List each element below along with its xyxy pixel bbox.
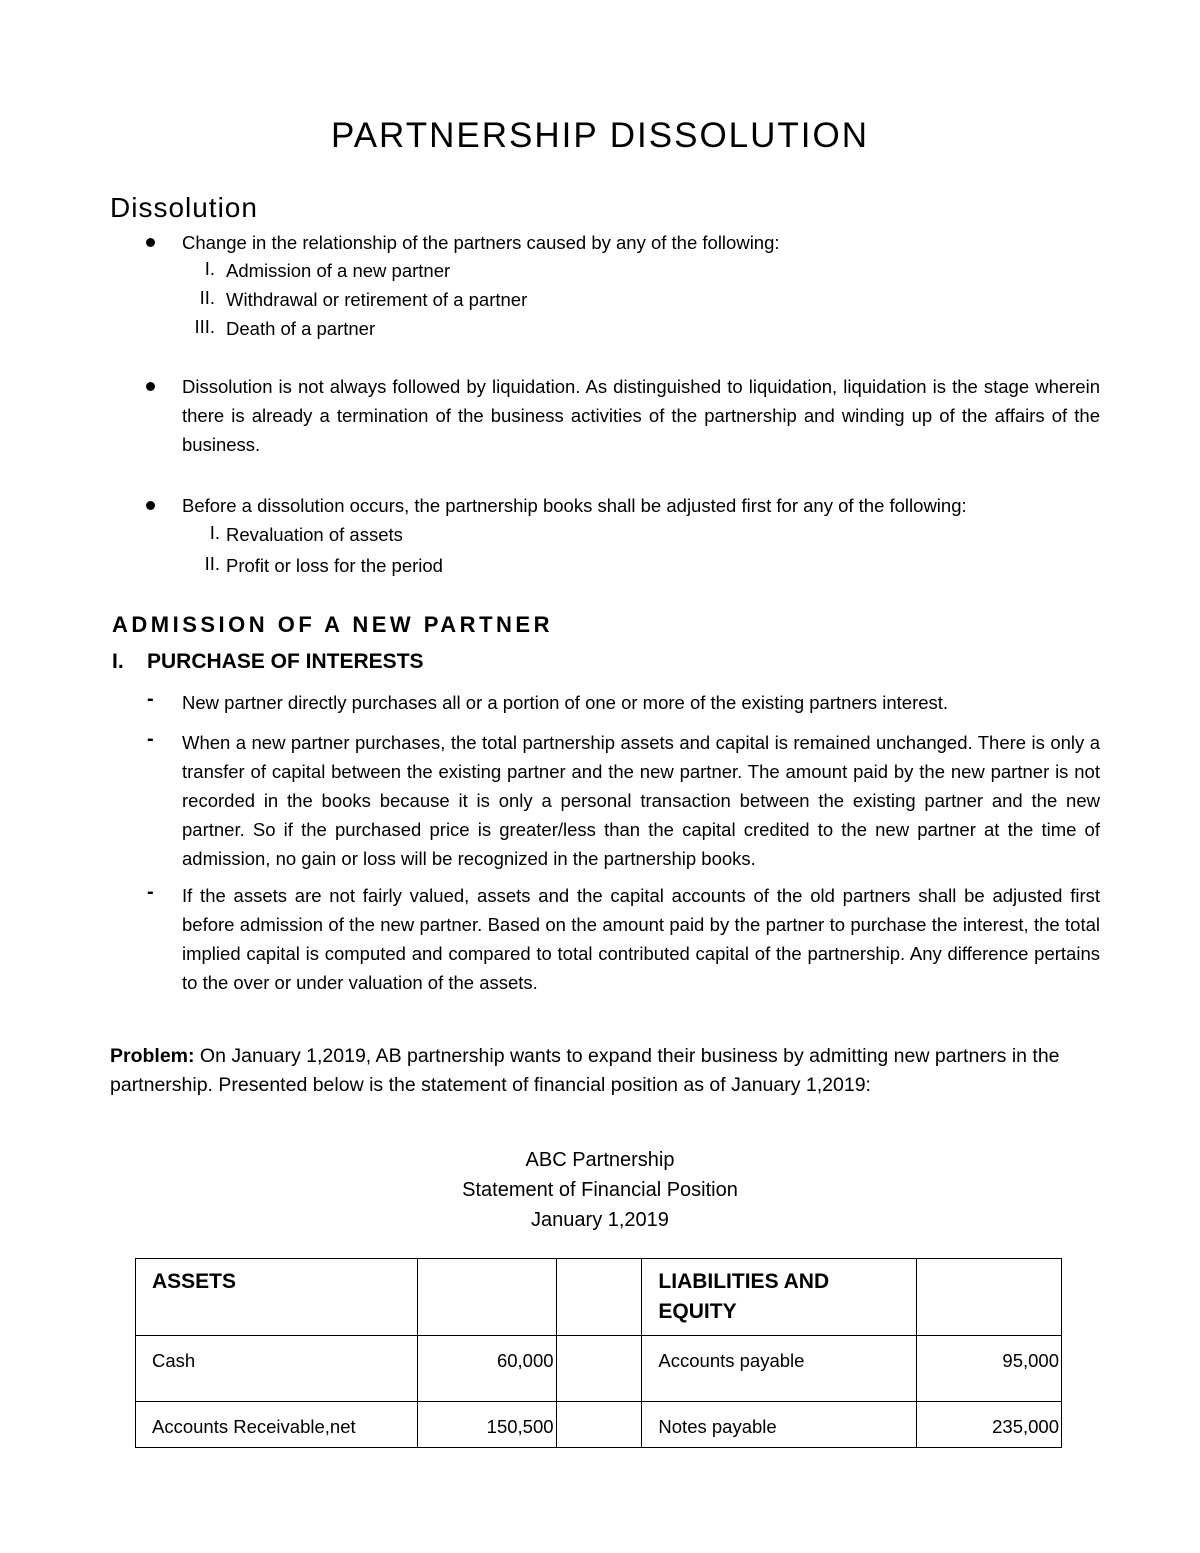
list-number: II. [204, 553, 220, 574]
subheading-number: I. [112, 650, 124, 673]
list-item: Revaluation of assets [226, 524, 403, 545]
table-cell [417, 1259, 556, 1336]
list-item: Admission of a new partner [226, 260, 451, 281]
header-assets: ASSETS [136, 1259, 418, 1336]
financial-position-table [135, 1258, 1062, 1448]
table-cell [556, 1402, 642, 1448]
statement-name: Statement of Financial Position [462, 1179, 738, 1201]
bullet-icon [146, 382, 155, 391]
point-text: New partner directly purchases all or a portion of one or more of the existing partners interest. [182, 692, 949, 713]
asset-value: 150,500 [417, 1402, 556, 1448]
section-heading-admission: ADMISSION OF A NEW PARTNER [112, 612, 553, 637]
asset-name: Cash [136, 1336, 418, 1402]
liability-name: Notes payable [642, 1402, 917, 1448]
section-heading-dissolution: Dissolution [110, 192, 258, 223]
table-cell [556, 1336, 642, 1402]
liability-value: 95,000 [917, 1336, 1062, 1402]
liability-value: 235,000 [917, 1402, 1062, 1448]
list-number: I. [209, 522, 220, 543]
bullet-text: Before a dissolution occurs, the partnership books shall be adjusted first for any of the following: [182, 495, 967, 516]
dash-marker: - [147, 728, 154, 750]
list-item: Withdrawal or retirement of a partner [226, 289, 528, 310]
list-number: II. [199, 287, 215, 308]
table-row [136, 1402, 1062, 1448]
problem-paragraph [110, 1042, 1090, 1100]
statement-date: January 1,2019 [531, 1209, 669, 1231]
asset-value: 60,000 [417, 1336, 556, 1402]
bullet-text: Change in the relationship of the partners caused by any of the following: [182, 232, 780, 253]
table-header-row [136, 1259, 1062, 1336]
asset-name: Accounts Receivable,net [136, 1402, 418, 1448]
table-cell [556, 1259, 642, 1336]
dash-marker: - [147, 881, 154, 903]
list-item: Death of a partner [226, 318, 376, 339]
bullet-icon [146, 501, 155, 510]
list-number: I. [204, 258, 215, 279]
liability-name: Accounts payable [642, 1336, 917, 1402]
point-text: When a new partner purchases, the total partnership assets and capital is remained unchanged. There is only a transfer of capital between the existing partner and the new partner. The amount paid by the new partner is not recorded in the books because it is only a personal transaction between the existing partner and the new partner. So if the purchased price is greater/less than the capital credited to the new partner at the time of admission, no gain or loss will be recognized in the partnership books. [182, 732, 1100, 869]
bullet-icon [146, 238, 155, 247]
table-row [136, 1336, 1062, 1402]
header-liabilities-equity: LIABILITIES AND EQUITY [642, 1259, 917, 1336]
subheading-purchase-of-interests: PURCHASE OF INTERESTS [147, 650, 424, 673]
list-number: III. [194, 316, 215, 337]
point-text: If the assets are not fairly valued, assets and the capital accounts of the old partners shall be adjusted first before admission of the new partner. Based on the amount paid by the partner to purchase the interest, the total implied capital is computed and compared to total contributed capital of the partnership. Any difference pertains to the over or under valuation of the assets. [182, 885, 1100, 993]
problem-label: Problem: [110, 1045, 195, 1067]
bullet-text: Dissolution is not always followed by liquidation. As distinguished to liquidation, liquidation is the stage wherein there is already a termination of the business activities of the partnership and winding up of the affairs of the business. [182, 376, 1100, 455]
statement-company: ABC Partnership [525, 1149, 675, 1171]
list-item: Profit or loss for the period [226, 555, 443, 576]
problem-text: On January 1,2019, AB partnership wants to expand their business by admitting new partners in the partnership. Presented below is the statement of financial position as of January 1,2019: [110, 1045, 1060, 1096]
dash-marker: - [147, 688, 154, 710]
page-title: PARTNERSHIP DISSOLUTION [330, 116, 870, 155]
table-cell [917, 1259, 1062, 1336]
